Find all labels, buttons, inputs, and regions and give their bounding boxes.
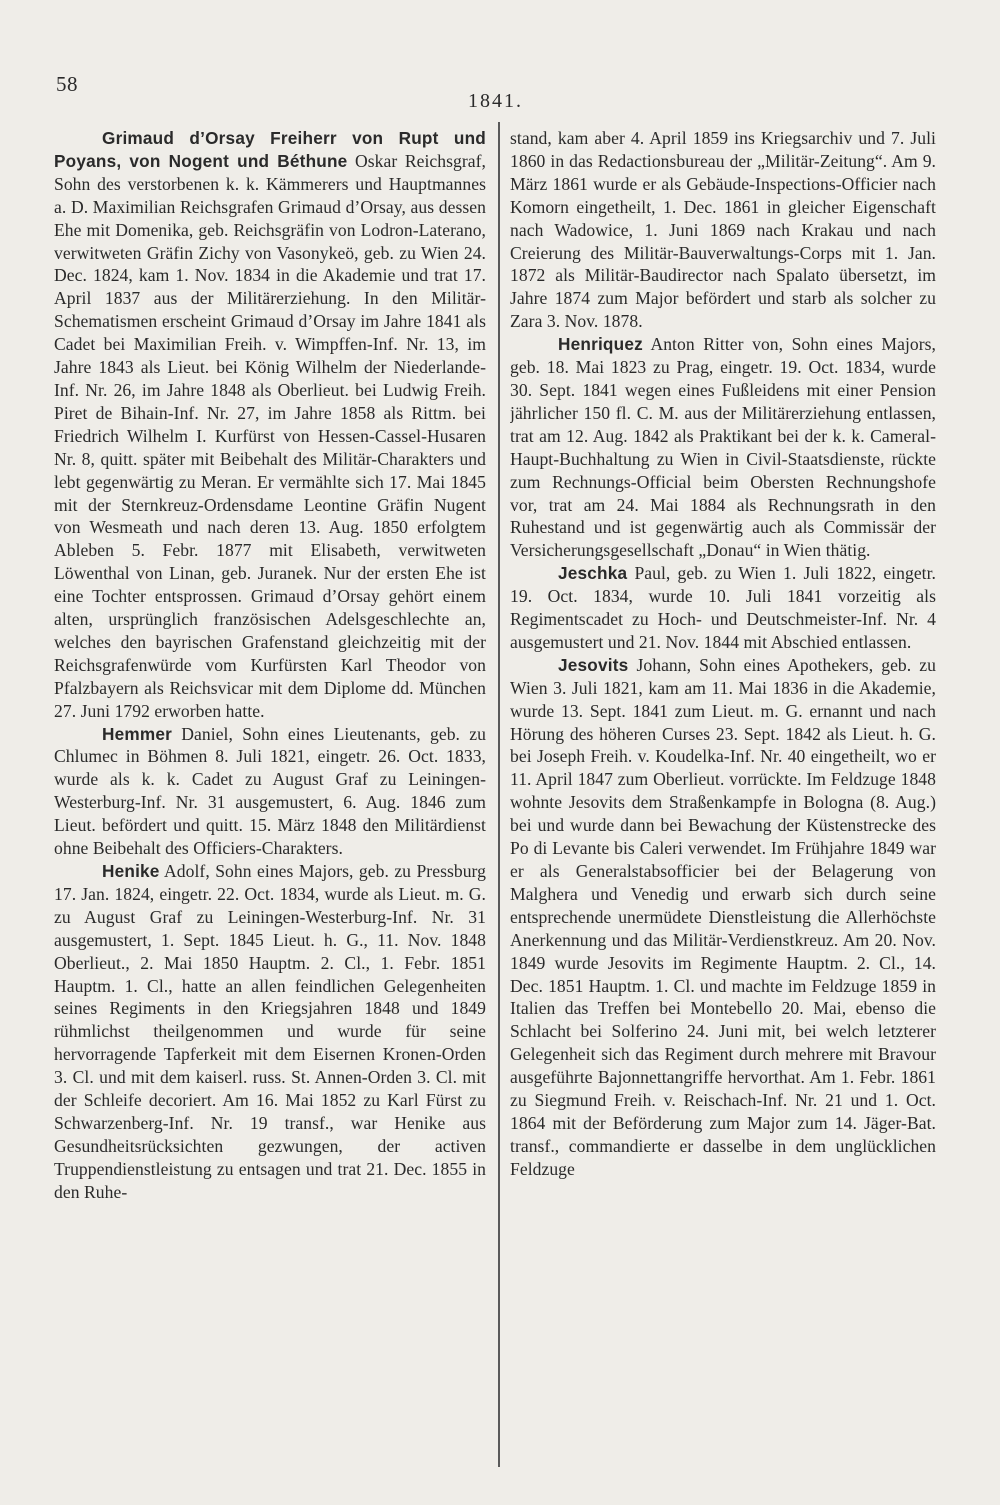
entry-jesovits bbox=[510, 654, 936, 1181]
entry-name: Hemmer bbox=[102, 723, 172, 744]
page-number: 58 bbox=[56, 72, 78, 96]
entry-name: Jesovits bbox=[558, 654, 629, 675]
entry-name: Jeschka bbox=[558, 563, 628, 584]
entry-grimaud bbox=[54, 127, 486, 723]
right-column bbox=[510, 127, 936, 1467]
entry-name: Grimaud d’Orsay Freiherr von Rupt und Poyans, von Nogent und Béthune bbox=[54, 128, 486, 171]
year-header: 1841. bbox=[468, 90, 523, 112]
entry-name: Henriquez bbox=[558, 334, 643, 355]
entry-text: Adolf, Sohn eines Majors, geb. zu Pressburg 17. Jan. 1824, eingetr. 22. Oct. 1834, wurde als Lieut. m. G. zu August Graf zu Leiningen-Westerburg-Inf. Nr. 31 ausgemustert, 1. Sept. 1845 Lieut. h. G., 11. Nov. 1848 Oberlieut., 2. Mai 1850 Hauptm. 2. Cl., 1. Febr. 1851 Hauptm. 1. Cl., hatte an allen feindlichen Gelegenheiten seines Regiments in den Kriegsjahren 1848 und 1849 rühmlichst theilgenommen und wurde für seine hervorragende Tapferkeit mit dem Eisernen Kronen-Orden 3. Cl. und mit dem kaiserl. russ. St. Annen-Orden 3. Cl. mit der Schleife decoriert. Am 16. Mai 1852 zu Karl Fürst zu Schwarzenberg-Inf. Nr. 19 transf., war Henike aus Gesundheitsrücksichten gezwungen, der activen Truppendienstleistung zu entsagen und trat 21. Dec. 1855 in den Ruhe- bbox=[54, 861, 486, 1202]
entry-text: Johann, Sohn eines Apothekers, geb. zu Wien 3. Juli 1821, kam am 11. Mai 1836 in die Akademie, wurde 13. Sept. 1841 zum Lieut. m. G. ernannt und nach Hörung des höheren Curses 23. Sept. 1842 als Lieut. h. G. bei Joseph Freih. v. Koudelka-Inf. Nr. 40 eingetheilt, wo er 11. April 1847 zum Oberlieut. vorrückte. Im Feldzuge 1848 wohnte Jesovits dem Straßenkampfe in Bologna (8. Aug.) bei und wurde dann bei Bewachung der Küstenstrecke des Po di Levante bis Caleri verwendet. Im Frühjahre 1849 war er als Generalstabsofficier bei der Belagerung von Malghera und Venedig und erwarb sich durch seine entsprechende unermüdete Dienstleistung die Allerhöchste Anerkennung und das Militär-Verdienstkreuz. Am 20. Nov. 1849 wurde Jesovits im Regimente Hauptm. 2. Cl., 14. Dec. 1851 Hauptm. 1. Cl. und machte im Feldzuge 1859 in Italien das Treffen bei Montebello 20. Mai, ebenso die Schlacht bei Solferino 24. Juni mit, bei welch letzterer Gelegenheit sich das Regiment durch mehrere mit Bravour ausgeführte Bajonnettangriffe hervorthat. Am 1. Febr. 1861 zu Siegmund Freih. v. Reischach-Inf. Nr. 21 und 1. Oct. 1864 mit der Beförderung zum Major zum 14. Jäger-Bat. transf., commandierte er dasselbe in dem unglücklichen Feldzuge bbox=[510, 654, 936, 1179]
left-column bbox=[54, 127, 486, 1467]
entry-henike bbox=[54, 860, 486, 1204]
entry-text: Anton Ritter von, Sohn eines Majors, geb. 18. Mai 1823 zu Prag, eingetr. 19. Oct. 1834, wurde 30. Sept. 1841 wegen eines Fußleidens mit einer Pension jährlicher 150 fl. C. M. aus der Militärerziehung entlassen, trat am 12. Aug. 1842 als Praktikant bei der k. k. Cameral-Haupt-Buchhaltung zu Wien in Civil-Staatsdienste, rückte zum Rechnungs-Official beim Obersten Rechnungshofe vor, trat am 24. Mai 1884 als Rechnungsrath in den Ruhestand und ist gegenwärtig auch als Commissär der Versicherungsgesellschaft „Donau“ in Wien thätig. bbox=[510, 334, 936, 561]
entry-text: Oskar Reichsgraf, Sohn des verstorbenen k. k. Kämmerers und Hauptmannes a. D. Maximilian Reichsgrafen Grimaud d’Orsay, aus dessen Ehe mit Domenika, geb. Reichsgräfin von Lodron-Laterano, verwitweten Gräfin Zichy von Vasonykeö, geb. zu Wien 24. Dec. 1824, kam 1. Nov. 1834 in die Akademie und trat 17. April 1837 aus der Militärerziehung. In den Militär-Schematismen erscheint Grimaud d’Orsay im Jahre 1841 als Cadet bei Maximilian Freih. v. Wimpffen-Inf. Nr. 13, im Jahre 1843 als Lieut. bei König Wilhelm der Niederlande-Inf. Nr. 26, im Jahre 1848 als Oberlieut. bei Ludwig Freih. Piret de Bihain-Inf. Nr. 27, im Jahre 1858 als Rittm. bei Friedrich Wilhelm I. Kurfürst von Hessen-Cassel-Husaren Nr. 8, quitt. später mit Beibehalt des Militär-Charakters und lebt gegenwärtig zu Meran. Er vermählte sich 17. Mai 1845 mit der Sternkreuz-Ordensdame Leontine Gräfin Nugent von Wesmeath und nach deren 13. Aug. 1850 erfolgtem Ableben 5. Febr. 1877 mit Elisabeth, verwitweten Löwenthal von Linan, geb. Juranek. Nur der ersten Ehe ist eine Tochter entsprossen. Grimaud d’Orsay gehört einem alten, ursprünglich französischen Adelsgeschlechte an, welches den bayrischen Grafenstand gleichzeitig mit der Reichsgrafenwürde vom Kurfürsten Karl Theodor von Pfalzbayern als Reichsvicar mit dem Diplome dd. München 27. Juni 1792 erworben hatte. bbox=[54, 150, 486, 721]
entry-hemmer bbox=[54, 723, 486, 860]
entry-text: Paul, geb. zu Wien 1. Juli 1822, eingetr. 19. Oct. 1834, wurde 10. Juli 1841 vorzeitig als Regimentscadet zu Hoch- und Deutschmeister-Inf. Nr. 4 ausgemustert und 21. Nov. 1844 mit Abschied entlassen. bbox=[510, 563, 936, 652]
entry-henriquez bbox=[510, 333, 936, 562]
entry-henike-continued bbox=[510, 127, 936, 333]
entry-text: stand, kam aber 4. April 1859 ins Kriegsarchiv und 7. Juli 1860 in das Redactionsbureau der „Militär-Zeitung“. Am 9. März 1861 wurde er als Gebäude-Inspections-Officier nach Komorn eingetheilt, 1. Dec. 1861 in gleicher Eigenschaft nach Wadowice, 1. Juni 1869 nach Krakau und nach Creierung des Militär-Bauverwaltungs-Corps mit 1. Jan. 1872 als Militär-Baudirector nach Spalato übersetzt, im Jahre 1874 zum Major befördert und starb als solcher zu Zara 3. Nov. 1878. bbox=[510, 128, 936, 332]
column-divider bbox=[498, 122, 500, 1467]
entry-text: Daniel, Sohn eines Lieutenants, geb. zu Chlumec in Böhmen 8. Juli 1821, eingetr. 26. Oct. 1833, wurde als k. k. Cadet zu August Graf zu Leiningen-Westerburg-Inf. Nr. 31 ausgemustert, 6. Aug. 1846 zum Lieut. befördert und quitt. 15. März 1848 den Militärdienst ohne Beibehalt des Officiers-Charakters. bbox=[54, 723, 486, 859]
entry-jeschka bbox=[510, 562, 936, 654]
entry-name: Henike bbox=[102, 861, 160, 881]
